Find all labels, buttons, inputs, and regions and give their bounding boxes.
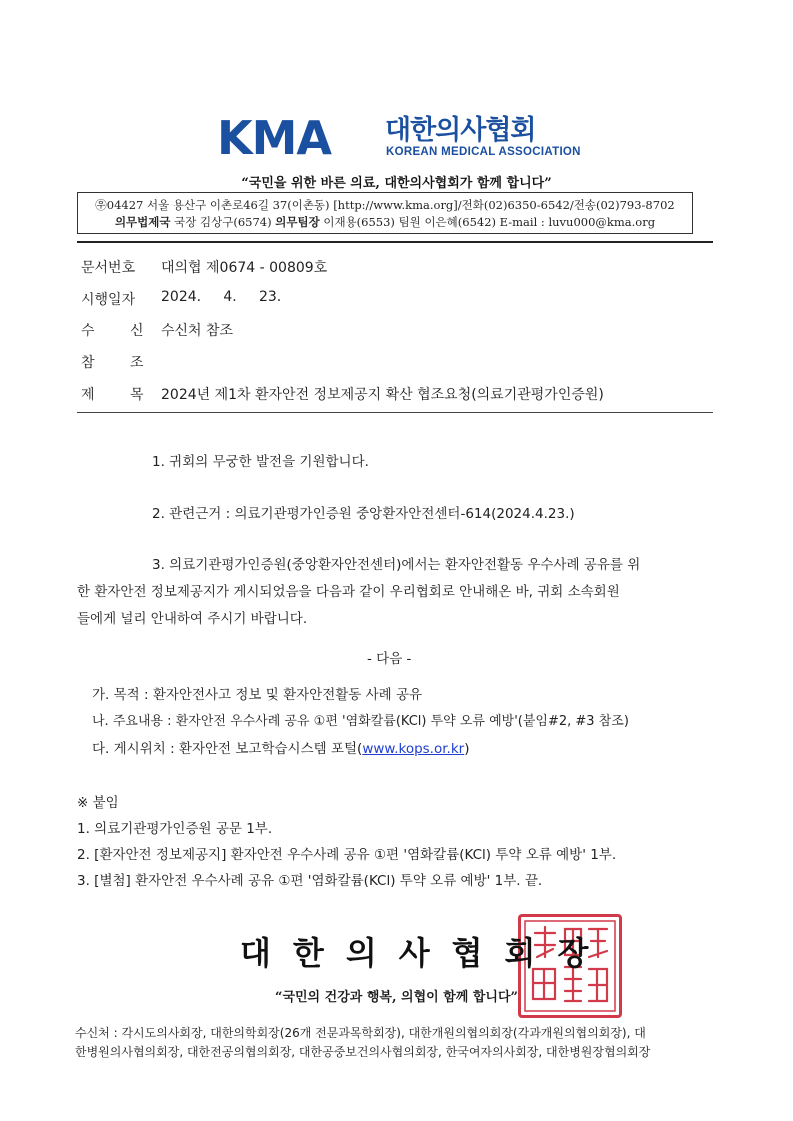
team-text: 이재용(6553) 팀원 이은혜(6542) E-mail : luvu000@kma.org [323, 215, 656, 229]
item-content: 나. 주요내용 : 환자안전 우수사례 공유 ①편 '염화칼륨(KCl) 투약 오류 예방'(붙임#2, #3 참조) [92, 714, 629, 729]
recipients-line-2: 한병원의사협의회장, 대한전공의협의회장, 대한공중보건의사협의회장, 한국여자의사회장, 대한병원장협의회장 [75, 1045, 651, 1059]
kops-link[interactable]: www.kops.or.kr [362, 741, 465, 757]
address-line: ㉾04427 서울 용산구 이촌로46길 37(이촌동) [http://www.kma.org]/전화(02)6350-6542/전송(02)793-8702 [95, 198, 675, 212]
to-label-1: 수 [81, 323, 95, 339]
doc-no-label: 문서번호 [81, 260, 136, 276]
sender-title: 대한의사협회장 [240, 934, 611, 972]
to-value: 수신처 참조 [161, 323, 234, 339]
paragraph-3-line-1: 3. 의료기관평가인증원(중앙환자안전센터)에서는 환자안전활동 우수사례 공유를 위 [152, 557, 641, 573]
date-value: 2024. 4. 23. [161, 289, 282, 305]
next-heading: - 다음 - [367, 651, 412, 667]
ref-label-2: 조 [130, 355, 144, 371]
paragraph-3-line-2: 한 환자안전 정보제공지가 게시되었음을 다음과 같이 우리협회로 안내해온 바, 귀회 소속회원 [77, 584, 620, 600]
paragraph-2: 2. 관련근거 : 의료기관평가인증원 중앙환자안전센터-614(2024.4.23.) [152, 506, 575, 522]
org-name-english: KOREAN MEDICAL ASSOCIATION [386, 146, 581, 158]
date-label: 시행일자 [81, 292, 136, 308]
paragraph-1: 1. 귀회의 무궁한 발전을 기원합니다. [152, 454, 369, 470]
item-location [92, 737, 470, 757]
dept-text: 국장 김상구(6574) [174, 215, 272, 229]
kma-logo: KMA [217, 111, 332, 165]
subject-label-1: 제 [81, 387, 95, 403]
header-divider-top [77, 241, 713, 243]
item-location-prefix: 다. 게시위치 : 환자안전 보고학습시스템 포털( [92, 741, 363, 757]
ref-label-1: 참 [81, 355, 95, 371]
header-slogan: “국민을 위한 바른 의료, 대한의사협회가 함께 합니다” [241, 176, 552, 191]
subject-value: 2024년 제1차 환자안전 정보제공지 확산 협조요청(의료기관평가인증원) [161, 387, 604, 403]
to-label-2: 신 [130, 323, 144, 339]
attachments-heading: ※ 붙임 [77, 795, 119, 811]
header-divider-bottom [77, 412, 713, 413]
attachment-item: 2. [환자안전 정보제공지] 환자안전 우수사례 공유 ①편 '염화칼륨(KCl) 투약 오류 예방' 1부. [77, 847, 617, 863]
doc-no-value: 대의협 제0674 - 00809호 [161, 260, 328, 276]
paragraph-3-line-3: 들에게 널리 안내하여 주시기 바랍니다. [77, 611, 308, 627]
subject-label-2: 목 [130, 387, 144, 403]
dept-label: 의무법제국 [114, 215, 171, 229]
footer-slogan: “국민의 건강과 행복, 의협이 함께 합니다” [274, 990, 519, 1005]
team-label: 의무팀장 [275, 215, 320, 229]
department-line [78, 214, 692, 230]
item-purpose: 가. 목적 : 환자안전사고 정보 및 환자안전활동 사례 공유 [92, 687, 423, 703]
attachment-item: 1. 의료기관평가인증원 공문 1부. [77, 821, 273, 837]
contact-box [77, 192, 693, 234]
recipients-line-1: 수신처 : 각시도의사회장, 대한의학회장(26개 전문과목학회장), 대한개원의협의회장(각과개원의협의회장), 대 [75, 1026, 646, 1040]
org-name-korean: 대한의사협회 [385, 115, 536, 146]
item-location-suffix: ) [464, 741, 470, 757]
attachment-item: 3. [별첨] 환자안전 우수사례 공유 ①편 '염화칼륨(KCl) 투약 오류 예방' 1부. 끝. [77, 873, 543, 889]
